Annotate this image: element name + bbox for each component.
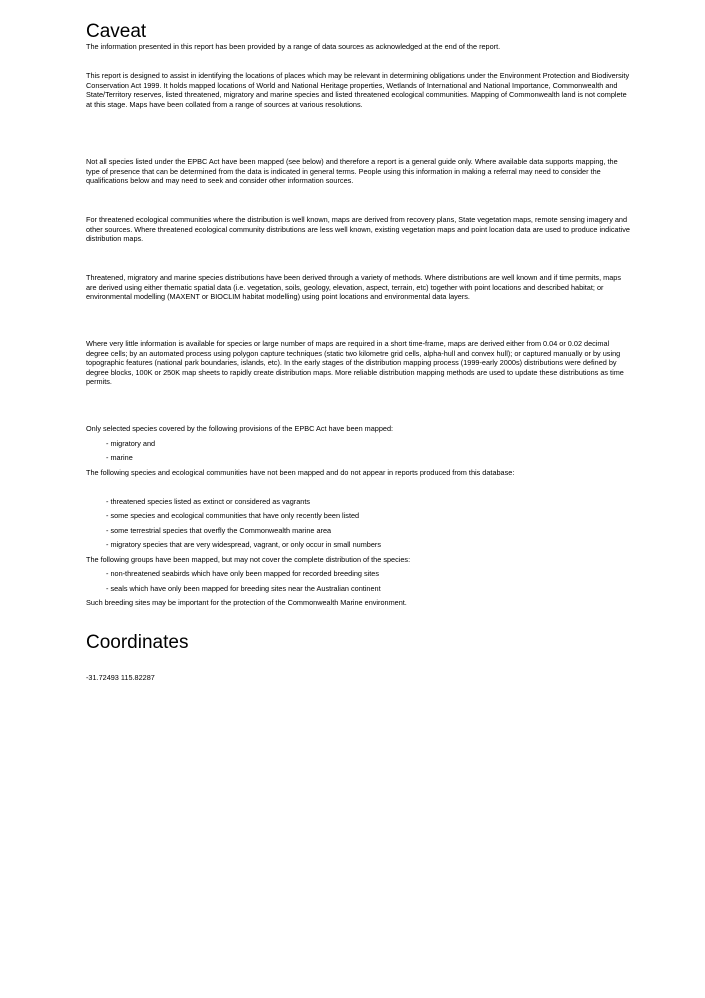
partial-item: - non-threatened seabirds which have only been mapped for recorded breeding sites	[106, 569, 379, 578]
closing-note: Such breeding sites may be important for the protection of the Commonwealth Marine environment.	[86, 598, 407, 607]
coordinates-value: -31.72493 115.82287	[86, 673, 155, 682]
caveat-paragraph-3: For threatened ecological communities where the distribution is well known, maps are derived from recovery plans, State vegetation maps, remote sensing imagery and other sources. Where threatened ecological community distributions are less well known, existing vegetation maps and point location data are used to produce indicative distribution maps.	[86, 215, 630, 243]
not-mapped-item: - threatened species listed as extinct or considered as vagrants	[106, 497, 311, 506]
mapped-item: - migratory and	[106, 439, 156, 448]
caveat-paragraph-1: This report is designed to assist in identifying the locations of places which may be relevant in determining obligations under the Environment Protection and Biodiversity Conservation Act 1999. It holds mapped locations of World and National Heritage properties, Wetlands of International and National Importance, Commonwealth and State/Territory reserves, listed threatened, migratory and marine species and listed threatened ecological communities. Mapping of Commonwealth land is not complete at this stage. Maps have been collated from a range of sources at various resolutions.	[86, 71, 630, 109]
mapped-item: - marine	[106, 453, 133, 462]
not-mapped-item: - some species and ecological communities that have only recently been listed	[106, 511, 360, 520]
caveat-paragraph-4: Threatened, migratory and marine species distributions have been derived through a variety of methods. Where distributions are well known and if time permits, maps are derived using either thematic spatial data (i.e. vegetation, soils, geology, elevation, aspect, terrain, etc) together with point locations and described habitat; or environmental modelling (MAXENT or BIOCLIM habitat modelling) using point locations and environmental data layers.	[86, 273, 621, 301]
caveat-intro: The information presented in this report has been provided by a range of data sources as acknowledged at the end of the report.	[86, 42, 501, 51]
partial-intro: The following groups have been mapped, but may not cover the complete distribution of the species:	[86, 555, 411, 564]
not-mapped-intro: The following species and ecological communities have not been mapped and do not appear in reports produced from this database:	[86, 468, 515, 477]
caveat-heading: Caveat	[86, 21, 147, 42]
mapped-intro: Only selected species covered by the following provisions of the EPBC Act have been mapped:	[86, 424, 394, 433]
not-mapped-item: - migratory species that are very widespread, vagrant, or only occur in small numbers	[106, 540, 381, 549]
not-mapped-item: - some terrestrial species that overfly the Commonwealth marine area	[106, 526, 332, 535]
caveat-paragraph-5: Where very little information is available for species or large number of maps are required in a short time-frame, maps are derived either from 0.04 or 0.02 decimal degree cells; by an automated process using polygon capture techniques (static two kilometre grid cells, alpha-hull and convex hull); or captured manually or by using topographic features (national park boundaries, islands, etc). In the early stages of the distribution mapping process (1999-early 2000s) distributions were defined by degree blocks, 100K or 250K map sheets to rapidly create distribution maps. More reliable distribution mapping methods are used to update these distributions as time permits.	[86, 339, 624, 386]
partial-item: - seals which have only been mapped for breeding sites near the Australian continent	[106, 584, 381, 593]
caveat-paragraph-2: Not all species listed under the EPBC Act have been mapped (see below) and therefore a report is a general guide only. Where available data supports mapping, the type of presence that can be determined from the data is indicated in general terms. People using this information in making a referral may need to consider the qualifications below and may need to seek and consider other information sources.	[86, 157, 618, 185]
coordinates-heading: Coordinates	[86, 632, 189, 653]
